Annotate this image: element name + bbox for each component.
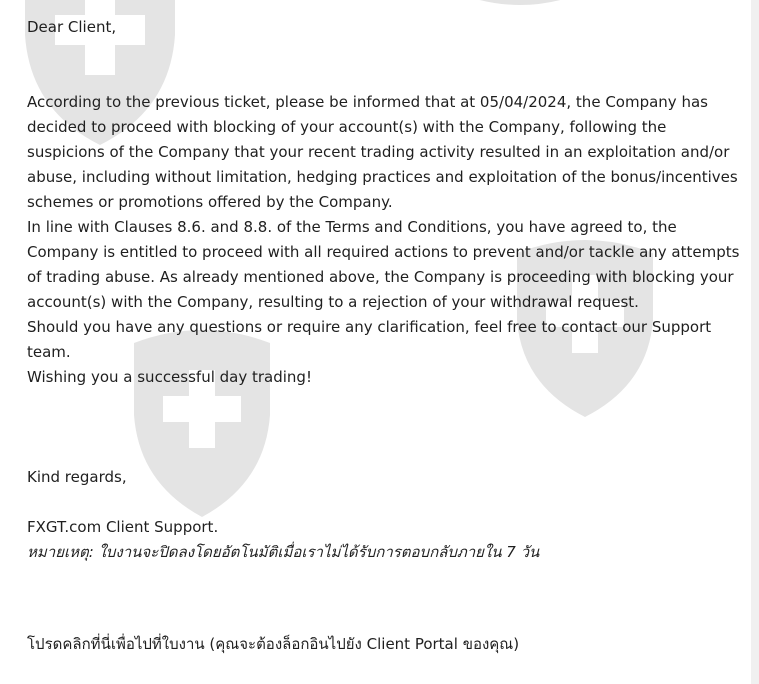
scrollbar-track[interactable] <box>751 0 759 684</box>
paragraph-wishes: Wishing you a successful day trading! <box>27 368 312 386</box>
spacer <box>27 565 742 632</box>
ticket-link[interactable]: โปรดคลิกที่นี่เพื่อไปที่ใบงาน (คุณจะต้องล็อกอินไปยัง Client Portal ของคุณ) <box>27 635 520 653</box>
spacer <box>27 40 742 90</box>
paragraph-terms: In line with Clauses 8.6. and 8.8. of the Terms and Conditions, you have agreed to, the Company is entitled to proceed with all required actions to prevent and/or tackle any attempts of trading abuse. As already mentioned above, the Company is proceeding with blocking your account(s) with the Company, resulting to a rejection of your withdrawal request. <box>27 218 740 311</box>
closing: Kind regards, <box>27 468 127 486</box>
signature: FXGT.com Client Support. <box>27 518 219 536</box>
auto-close-note: หมายเหตุ: ใบงานจะปิดลงโดยอัตโนมัติเมื่อเราไม่ได้รับการตอบกลับภายใน 7 วัน <box>27 543 540 561</box>
email-body <box>27 15 742 657</box>
spacer <box>27 390 742 465</box>
greeting: Dear Client, <box>27 18 117 36</box>
paragraph-block-notice: According to the previous ticket, please be informed that at 05/04/2024, the Company has decided to proceed with blocking of your account(s) with the Company, following the suspicions of the Company that your recent trading activity resulted in an exploitation and/or abuse, including without limitation, hedging practices and exploitation of the bonus/incentives schemes or promotions offered by the Company. <box>27 93 738 211</box>
paragraph-support: Should you have any questions or require any clarification, feel free to contact our Support team. <box>27 318 712 361</box>
spacer <box>27 490 742 515</box>
